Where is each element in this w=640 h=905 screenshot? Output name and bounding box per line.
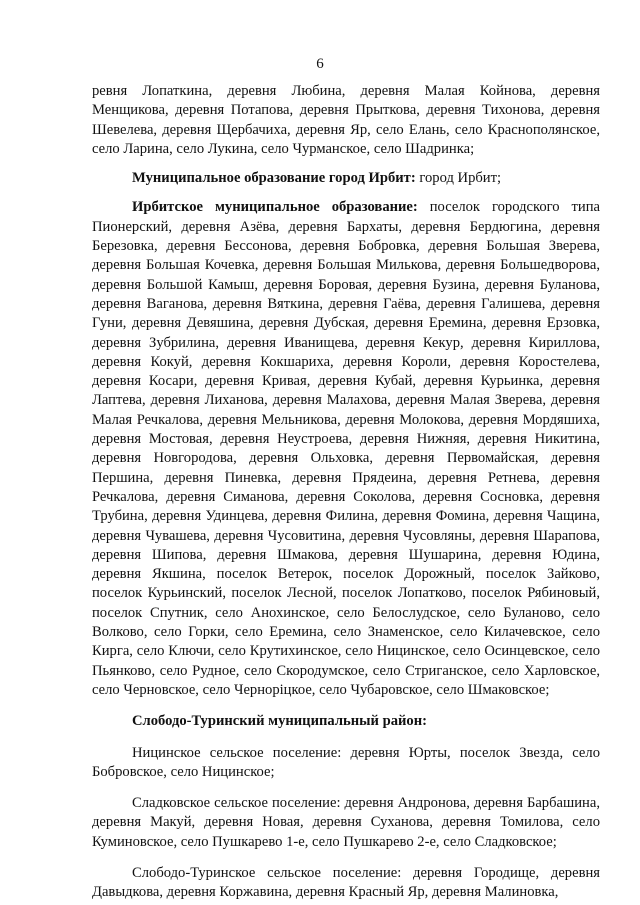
paragraph-sloboda-turinskoe: Слободо-Туринское сельское поселение: деревня Городище, деревня Давыдкова, деревня Коржавина, деревня Красный Яр, деревня Малиновка, xyxy=(92,864,600,901)
paragraph-continuation: ревня Лопаткина, деревня Любина, деревня Малая Койнова, деревня Менщикова, деревня Потапова, деревня Прыткова, деревня Тихонова, деревня Шевелева, деревня Щербачиха, деревня Яр, село Елань, село Краснополянское, село Ларина, село Лукина, село Чурманское, село Шадринка; xyxy=(92,83,600,157)
paragraph-heading: Слободо-Туринский муниципальный район: xyxy=(132,713,427,730)
paragraph-nitsinskoe: Ницинское сельское поселение: деревня Юрты, поселок Звезда, село Бобровское, село Ницинское; xyxy=(92,744,600,780)
document-body xyxy=(92,82,600,903)
paragraph-sloboda-turinsky-heading xyxy=(92,712,600,731)
paragraph-heading: Муниципальное образование город Ирбит: xyxy=(132,170,416,187)
paragraph-text: город Ирбит; xyxy=(415,170,502,187)
paragraph-irbit-municipal xyxy=(92,198,600,700)
paragraph-text: поселок городского типа Пионерский, деревня Азёва, деревня Бархаты, деревня Бердюгина, деревня Березовка, деревня Бессонова, деревня Бобровка, деревня Большая Зверева, деревня Большая Кочевка, деревня Большая Милькова, деревня Большедворова, деревня Большой Камыш, деревня Боровая, деревня Бузина, деревня Буланова, деревня Ваганова, деревня Вяткина, деревня Гаёва, деревня Галишева, деревня Гуни, деревня Девяшина, деревня Дубская, деревня Еремина, деревня Ерзовка, деревня Зубрилина, деревня Иванищева, деревня Кекур, деревня Кириллова, деревня Кокуй, деревня Кокшариха, деревня Короли, деревня Коростелева, деревня Косари, деревня Кривая, деревня Кубай, деревня Курьинка, деревня Лаптева, деревня Лиханова, деревня Малахова, деревня Малая Зверева, деревня Малая Речкалова, деревня Мельникова, деревня Молокова, деревня Мордяшиха, деревня Мостовая, деревня Неустроева, деревня Нижняя, деревня Никитина, деревня Новгородова, деревня Ольховка, деревня Первомайская, деревня Першина, деревня Пиневка, деревня Прядеина, деревня Ретнева, деревня Речкалова, деревня Симанова, деревня Соколова, деревня Сосновка, деревня Трубина, деревня Удинцева, деревня Филина, деревня Фомина, деревня Чащина, деревня Чувашева, деревня Чусовитина, деревня Чусовляны, деревня Шарапова, деревня Шипова, деревня Шмакова, деревня Шушарина, деревня Юдина, деревня Якшина, поселок Ветерок, поселок Дорожный, поселок Зайково, поселок Курьинский, поселок Лесной, поселок Лопатково, поселок Рябиновый, поселок Спутник, село Анохинское, село Белослудское, село Буланово, село Волково, село Горки, село Еремина, село Знаменское, село Килачевское, село Кирга, село Ключи, село Крутихинское, село Ницинское, село Осинцевское, село Пьянково, село Рудное, село Скородумское, село Стриганское, село Харловское, село Черновское, село Черноріцкое, село Чубаровское, село Шмаковское; xyxy=(92,199,600,698)
paragraph-sladkovskoe: Сладковское сельское поселение: деревня Андронова, деревня Барбашина, деревня Макуй, деревня Новая, деревня Суханова, деревня Томилова, село Куминовское, село Пушкарево 1-е, село Пушкарево 2-е, село Сладковское; xyxy=(92,795,600,850)
paragraph-irbit-city xyxy=(92,169,600,188)
paragraph-heading: Ирбитское муниципальное образование: xyxy=(132,199,418,216)
page-number: 6 xyxy=(316,56,324,72)
